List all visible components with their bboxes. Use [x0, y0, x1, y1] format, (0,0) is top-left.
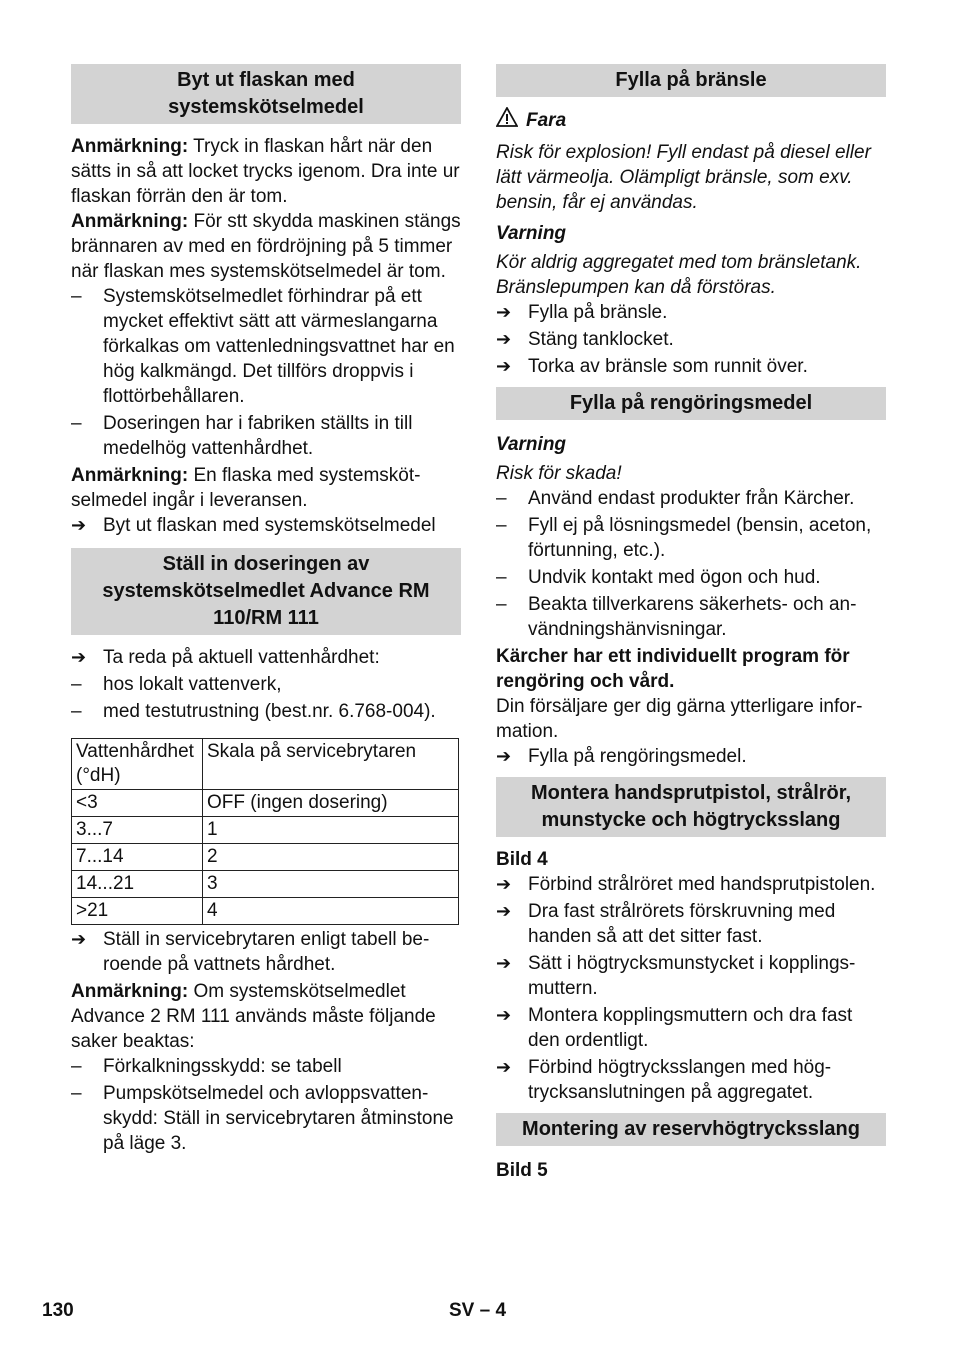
dash-list-item: [71, 284, 461, 409]
dash-bullet: –: [71, 1083, 82, 1104]
list-item-text: Doseringen har i fabriken ställts in till medelhög vattenhårdhet.: [103, 413, 413, 459]
page-number: 130: [42, 1300, 74, 1321]
list-item-text: Dra fast strålrörets förskruvning med handen så att det sitter fast.: [528, 901, 836, 947]
note-text: För stt skydda maskinen stängs brännaren av med en fördröjning på 5 timmer när flaskan mes systemskötselmedel är tom.: [71, 211, 461, 282]
dash-list-item: [71, 699, 461, 724]
list-item-text: Fylla på rengöringsmedel.: [528, 746, 747, 767]
table-row: [72, 790, 459, 817]
dash-bullet: –: [496, 594, 507, 615]
info-paragraph: Din försäljare ger dig gärna ytterligare information.: [496, 696, 863, 742]
right-arrow-icon: ➔: [496, 1005, 512, 1025]
table-cell: 3: [203, 871, 459, 898]
table-cell: 4: [203, 898, 459, 925]
list-item-text: Förkalkningsskydd: se tabell: [103, 1056, 342, 1077]
instruction-item: [71, 645, 461, 670]
dash-list-item: [496, 565, 886, 590]
dash-list-item: [71, 1081, 461, 1156]
list-item-text: Pumpskötselmedel och avloppsvattenskydd: Ställ in servicebrytaren åtminstone på läge 3.: [103, 1083, 454, 1154]
list-item-text: Ta reda på aktuell vattenhårdhet:: [103, 647, 380, 668]
dash-bullet: –: [71, 1056, 82, 1077]
list-item-text: Fylla på bränsle.: [528, 302, 668, 323]
left-column: [71, 64, 461, 1158]
right-arrow-icon: ➔: [496, 901, 512, 921]
table-cell: 14...21: [72, 871, 203, 898]
instruction-item: [71, 927, 461, 977]
warning-label: Varning: [496, 223, 567, 244]
table-row: [72, 871, 459, 898]
dash-list-item: [496, 486, 886, 511]
note-label: Anmärkning:: [71, 211, 189, 232]
list-item-text: Torka av bränsle som runnit över.: [528, 356, 808, 377]
section-heading: Byt ut flaskan med systemskötselmedel: [71, 64, 461, 124]
instruction-item: [496, 1055, 886, 1105]
list-item-text: Sätt i högtrycksmunstycket i kopplingsmuttern.: [528, 953, 856, 999]
dash-bullet: –: [71, 286, 82, 307]
instruction-item: [496, 872, 886, 897]
dash-bullet: –: [496, 488, 507, 509]
danger-text: Risk för explosion! Fyll endast på diesel eller lätt värmeolja. Olämpligt bränsle, som exv. bensin, får ej användas.: [496, 142, 871, 213]
list-item-text: Stäng tanklocket.: [528, 329, 674, 350]
dash-bullet: –: [496, 567, 507, 588]
instruction-item: [496, 300, 886, 325]
note-paragraph: [71, 134, 461, 209]
list-item-text: Förbind högtrycksslangen med högtrycksanslutningen på aggregatet.: [528, 1057, 832, 1103]
right-arrow-icon: ➔: [71, 515, 87, 535]
section-heading: Fylla på rengöringsmedel: [496, 387, 886, 420]
instruction-item: [496, 951, 886, 1001]
section-heading: Ställ in doseringen av systemskötselmedlet Advance RM 110/RM 111: [71, 548, 461, 635]
table-row: [72, 898, 459, 925]
table-row: [72, 817, 459, 844]
instruction-item: [496, 744, 886, 769]
danger-label: Fara: [526, 110, 567, 131]
list-item-text: Ställ in servicebrytaren enligt tabell beroende på vattnets hårdhet.: [103, 929, 430, 975]
dash-bullet: –: [71, 701, 82, 722]
table-row: [72, 844, 459, 871]
note-text: Om systemskötselmedlet Advance 2 RM 111 används måste följande saker beaktas:: [71, 981, 436, 1052]
table-header-row: [72, 739, 459, 790]
right-arrow-icon: ➔: [496, 302, 512, 322]
note-paragraph: [71, 979, 461, 1054]
list-item-text: Beakta tillverkarens säkerhets- och användningshänvisningar.: [528, 594, 857, 640]
instruction-item: [496, 327, 886, 352]
table-cell: OFF (ingen dosering): [203, 790, 459, 817]
list-item-text: Förbind strålröret med handsprutpistolen.: [528, 874, 876, 895]
dash-list-item: [71, 1054, 461, 1079]
section-heading: Montering av reservhögtrycksslang: [496, 1113, 886, 1146]
section-heading: Fylla på bränsle: [496, 64, 886, 97]
table-cell: 1: [203, 817, 459, 844]
right-arrow-icon: ➔: [71, 647, 87, 667]
table-cell: 3...7: [72, 817, 203, 844]
right-arrow-icon: ➔: [496, 1057, 512, 1077]
warning-triangle-icon: [496, 107, 518, 134]
warning-label: Varning: [496, 434, 567, 455]
list-item-text: Fyll ej på lösningsmedel (bensin, aceton, förtunning, etc.).: [528, 515, 872, 561]
right-arrow-icon: ➔: [71, 929, 87, 949]
list-item-text: Byt ut flaskan med systemskötselmedel: [103, 515, 436, 536]
right-arrow-icon: ➔: [496, 329, 512, 349]
note-label: Anmärkning:: [71, 981, 189, 1002]
table-cell: 7...14: [72, 844, 203, 871]
water-hardness-table: [71, 738, 459, 925]
table-header-cell: Vattenhårdhet (°dH): [72, 739, 203, 790]
section-heading: Montera handsprutpistol, strålrör, munstycke och högtrycksslang: [496, 777, 886, 837]
bold-note: Kärcher har ett individuellt program för rengöring och vård.: [496, 646, 850, 692]
dash-bullet: –: [71, 413, 82, 434]
right-arrow-icon: ➔: [496, 874, 512, 894]
dash-bullet: –: [496, 515, 507, 536]
dash-list-item: [71, 672, 461, 697]
list-item-text: Använd endast produkter från Kärcher.: [528, 488, 855, 509]
instruction-item: [496, 354, 886, 379]
list-item-text: med testutrustning (best.nr. 6.768-004).: [103, 701, 436, 722]
dash-list-item: [496, 513, 886, 563]
instruction-item: [496, 1003, 886, 1053]
danger-label-row: [496, 107, 886, 134]
right-arrow-icon: ➔: [496, 356, 512, 376]
note-label: Anmärkning:: [71, 136, 189, 157]
note-paragraph: [71, 209, 461, 284]
right-arrow-icon: ➔: [496, 746, 512, 766]
dash-list-item: [71, 411, 461, 461]
note-text: Tryck in flaskan hårt när den sätts in så att locket trycks igenom. Dra inte ur flaskan förrän den är tom.: [71, 136, 460, 207]
right-column: [496, 64, 886, 1183]
note-paragraph: [71, 463, 461, 513]
dash-list-item: [496, 592, 886, 642]
instruction-item: [496, 899, 886, 949]
dash-bullet: –: [71, 674, 82, 695]
instruction-item: [71, 513, 461, 538]
figure-reference: Bild 4: [496, 849, 548, 870]
section-marker: SV – 4: [449, 1300, 507, 1321]
warning-text: Risk för skada!: [496, 463, 622, 484]
note-text: En flaska med systemskötselmedel ingår i leveransen.: [71, 465, 421, 511]
table-header-cell: Skala på servicebrytaren: [203, 739, 459, 790]
table-cell: >21: [72, 898, 203, 925]
note-label: Anmärkning:: [71, 465, 189, 486]
table-cell: <3: [72, 790, 203, 817]
table-cell: 2: [203, 844, 459, 871]
list-item-text: Undvik kontakt med ögon och hud.: [528, 567, 821, 588]
right-arrow-icon: ➔: [496, 953, 512, 973]
list-item-text: hos lokalt vattenverk,: [103, 674, 282, 695]
list-item-text: Systemskötselmedlet förhindrar på ett mycket effektivt sätt att värmeslangarna förkalkas om vattenledningsvattnet har en hög kalkmängd. Det tillförs droppvis i flottörbehållaren.: [103, 286, 455, 407]
figure-reference: Bild 5: [496, 1160, 548, 1181]
warning-text: Kör aldrig aggregatet med tom bränsletank. Bränslepumpen kan då förstöras.: [496, 252, 862, 298]
list-item-text: Montera kopplingsmuttern och dra fast den ordentligt.: [528, 1005, 853, 1051]
